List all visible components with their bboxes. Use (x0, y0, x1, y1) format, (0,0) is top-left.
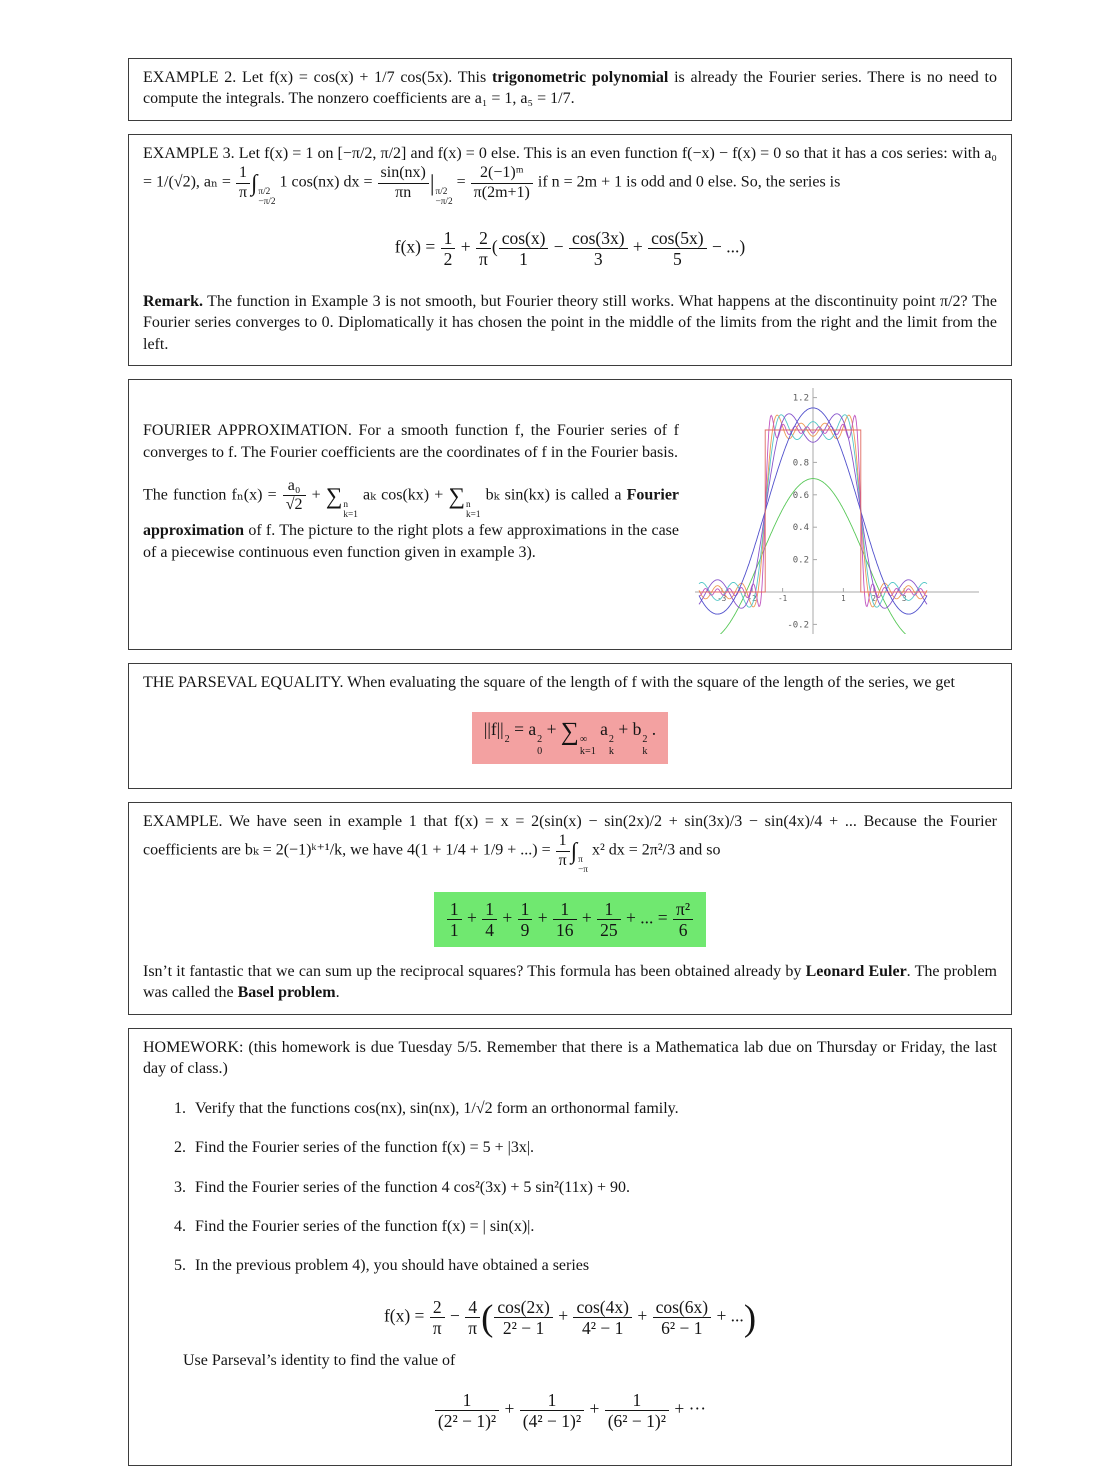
homework-item-text: In the previous problem 4), you should have obtained a series (195, 1257, 590, 1275)
homework-item-text: Find the Fourier series of the function 4 cos²(3x) + 5 sin²(11x) + 90. (195, 1178, 630, 1196)
example3-box (128, 134, 1012, 366)
fourier-approximation-intro: FOURIER APPROXIMATION. For a smooth function f, the Fourier series of f converges to f. The Fourier coefficients are the coordinates of f in the Fourier basis. (143, 422, 679, 461)
parseval-formula-line (143, 712, 997, 764)
homework-item-number: 1. (174, 1099, 186, 1117)
svg-text:0.4: 0.4 (792, 523, 809, 534)
example3-series-formula: f(x) = $\frac{1}{2}$ + $\frac{2}{\pi}$ ( $\frac{\cos(x)}{1}$ − $\frac{\cos(3x)}{3}$ + $\frac{\cos(5x)}{5}$ − ...) (394, 227, 746, 269)
homework-item-text: Find the Fourier series of the function f(x) = 5 + |3x|. (195, 1139, 535, 1157)
homework-item-text: Verify that the functions cos(nx), sin(nx), 1/√2 form an orthonormal family. (195, 1099, 679, 1117)
homework-item-5 (143, 1255, 997, 1276)
svg-text:3: 3 (901, 594, 907, 604)
basel-formula-highlight: $\frac{1}{1}$ + $\frac{1}{4}$ + $\frac{1}{9}$ + $\frac{1}{16}$ + $\frac{1}{25}$ + ... = $\frac{\text{π²}}{6}$ (434, 892, 706, 947)
svg-text:-0.2: -0.2 (787, 620, 809, 631)
homework-item-number: 4. (174, 1218, 186, 1236)
parseval-formula-highlight: ||f|| 2 = a 2 0 + ∑ ∞ k=1 a 2 k + b 2 k . (472, 712, 668, 764)
homework-item5-parseval-text: Use Parseval’s identity to find the value of (183, 1352, 456, 1370)
homework-item-3 (143, 1177, 997, 1198)
basel-closing-text: Isn’t it fantastic that we can sum up the reciprocal squares? This formula has been obtained already by Leonard Euler. The problem was called the Basel problem. (143, 962, 998, 1002)
example3-remark: Remark. The function in Example 3 is not smooth, but Fourier theory still works. What happens at the discontinuity point π/2? The Fourier series converges to 0. Diplomatically it has chosen the point in the middle of the limits from the right and the limit from the left. (143, 292, 997, 353)
fourier-approximation-definition: The function fₙ(x) = $\frac{\text{a₀}}{√2}$ + ∑ n k=1 aₖ cos(kx) + ∑ n k=1 bₖ sin(kx) is called a Fourier approximation of f. The picture to the right plots a few approximations in the case of a piecewise continuous even function given in example 3). (143, 477, 680, 561)
fourier-plot-svg (683, 388, 989, 634)
svg-text:0.8: 0.8 (792, 458, 809, 469)
homework-item5-value-formula: $\frac{1}{\text{(2² − 1)²}}$ + $\frac{1}{\text{(4² − 1)²}}$ + $\frac{1}{\text{(6² − 1)²}}$ + ··· (143, 1390, 997, 1431)
svg-text:-1: -1 (778, 594, 788, 604)
svg-text:-3: -3 (717, 594, 727, 604)
homework-intro: HOMEWORK: (this homework is due Tuesday 5/5. Remember that there is a Mathematica lab due on Thursday or Friday, the last day of class.) (143, 1038, 997, 1078)
homework-item-1 (143, 1098, 997, 1119)
fourier-approximation-figure (683, 388, 995, 639)
parseval-box (128, 663, 1012, 789)
example2-box (128, 58, 1012, 121)
fourier-approximation-box (128, 379, 1012, 650)
parseval-text: THE PARSEVAL EQUALITY. When evaluating the square of the length of f with the square of the length of the series, we get (143, 674, 955, 692)
svg-text:-2: -2 (747, 594, 757, 604)
homework-item-number: 2. (174, 1139, 186, 1157)
homework-item-number: 5. (174, 1257, 186, 1275)
svg-text:1.2: 1.2 (792, 393, 809, 404)
homework-item5-series-formula: f(x) = $\frac{2}{\pi}$ − $\frac{4}{\pi}$ ( $\frac{\cos(2x)}{\text{2² − 1}}$ + $\frac{\cos(4x)}{\text{4² − 1}}$ + $\frac{\cos(6x)}{\text{6² − 1}}$ + ...) (383, 1296, 757, 1339)
homework-item-2 (143, 1137, 997, 1158)
homework-item-number: 3. (174, 1178, 186, 1196)
svg-text:1: 1 (841, 594, 846, 604)
svg-text:0.2: 0.2 (792, 555, 809, 566)
basel-example-text: EXAMPLE. We have seen in example 1 that f(x) = x = 2(sin(x) − sin(2x)/2 + sin(3x)/3 − sin(4x)/4 + ... Because the Fourier coefficients are bₖ = 2(−1)ᵏ⁺¹/k, we have 4(1 + 1/4 + 1/9 + ...) = $\frac{1}{\pi}$ ∫ π −π x² dx = 2π²/3 and so (143, 812, 997, 876)
homework-box (128, 1028, 1012, 1466)
example3-text: EXAMPLE 3. Let f(x) = 1 on [−π/2, π/2] and f(x) = 0 else. This is an even function f(−x) − f(x) = 0 so that it has a cos series: with a₀ = 1/(√2), aₙ = $\frac{1}{\pi}$ ∫ π/2 −π/2 1 cos(nx) dx = $\frac{\sin(nx)}{\pi n}$ | π/2 −π/2 = $\frac{\text{2(−1)ᵐ}}{\pi(2m+1)}$ if n = 2m + 1 is odd and 0 else. So, the series is (143, 144, 997, 208)
svg-text:2: 2 (871, 594, 877, 604)
svg-text:0.6: 0.6 (792, 490, 809, 501)
basel-example-box (128, 802, 1012, 1015)
homework-item-text: Find the Fourier series of the function f(x) = | sin(x)|. (195, 1218, 535, 1236)
example2-text: EXAMPLE 2. Let f(x) = cos(x) + 1/7 cos(5x). This trigonometric polynomial is already the Fourier series. There is no need to compute the integrals. The nonzero coefficients are a₁ = 1, a₅ = 1/7. (143, 69, 998, 108)
basel-formula-line (143, 892, 997, 947)
homework-item-4 (143, 1216, 997, 1237)
